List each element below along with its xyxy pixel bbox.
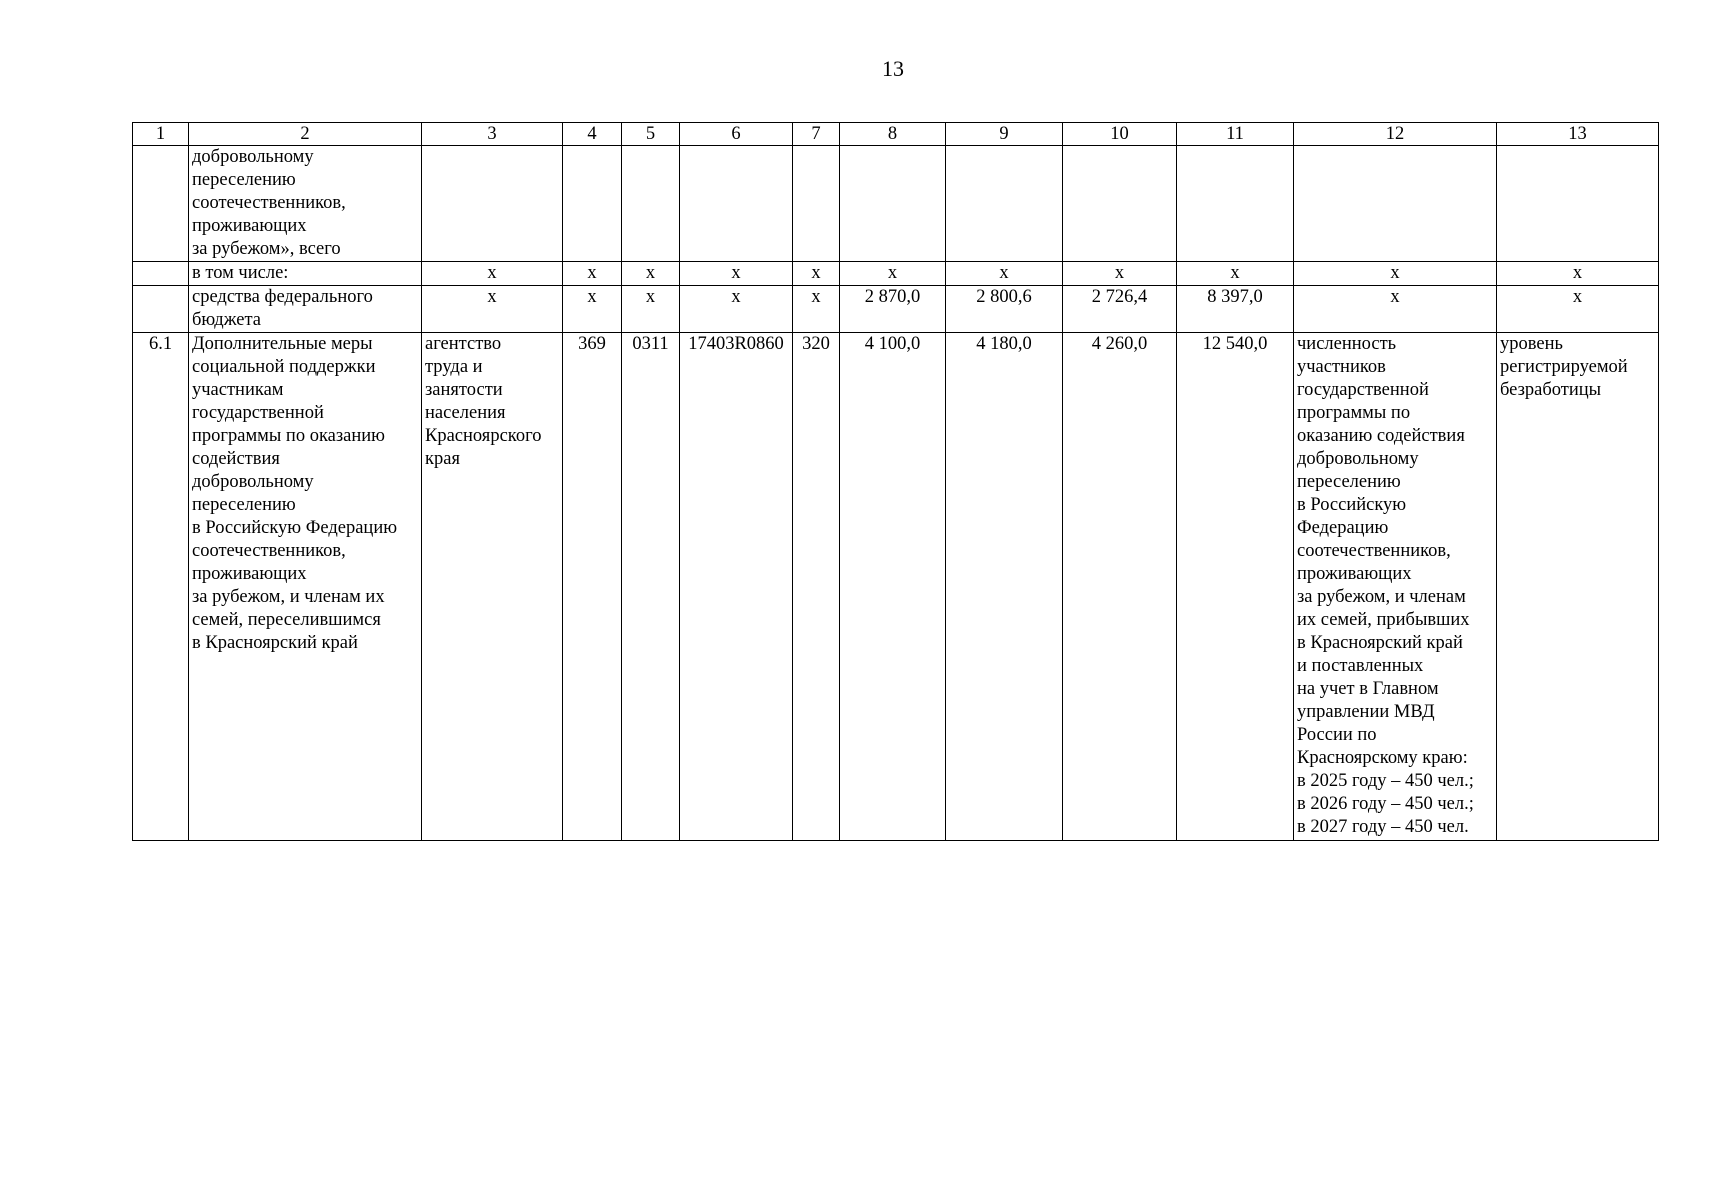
cell-year-2: 4 180,0 bbox=[946, 333, 1063, 841]
column-header: 10 bbox=[1063, 123, 1177, 146]
cell-name: в том числе: bbox=[189, 262, 422, 286]
cell-year-3: х bbox=[1063, 262, 1177, 286]
page-number: 13 bbox=[882, 56, 904, 81]
cell-csr: 17403R0860 bbox=[680, 333, 793, 841]
cell-year-1: 2 870,0 bbox=[840, 286, 946, 333]
cell-total: 12 540,0 bbox=[1177, 333, 1294, 841]
cell-number: 6.1 bbox=[133, 333, 189, 841]
cell-executor: х bbox=[422, 286, 563, 333]
cell-grbs bbox=[563, 146, 622, 262]
cell-name: добровольному переселению соотечественников, проживающих за рубежом», всего bbox=[189, 146, 422, 262]
table-row bbox=[133, 333, 1659, 841]
table-row bbox=[133, 286, 1659, 333]
column-header: 2 bbox=[189, 123, 422, 146]
column-header: 7 bbox=[793, 123, 840, 146]
column-header: 13 bbox=[1497, 123, 1659, 146]
cell-year-1: 4 100,0 bbox=[840, 333, 946, 841]
cell-total: 8 397,0 bbox=[1177, 286, 1294, 333]
program-table bbox=[132, 122, 1659, 841]
cell-year-2: х bbox=[946, 262, 1063, 286]
column-header: 1 bbox=[133, 123, 189, 146]
cell-csr bbox=[680, 146, 793, 262]
cell-csr: х bbox=[680, 262, 793, 286]
column-header: 8 bbox=[840, 123, 946, 146]
cell-indicator bbox=[1497, 146, 1659, 262]
cell-executor: агентство труда и занятости населения Красноярского края bbox=[422, 333, 563, 841]
cell-result: х bbox=[1294, 262, 1497, 286]
cell-indicator: уровень регистрируемой безработицы bbox=[1497, 333, 1659, 841]
table-row bbox=[133, 146, 1659, 262]
cell-indicator: х bbox=[1497, 286, 1659, 333]
cell-name: Дополнительные меры социальной поддержки участникам государственной программы по оказанию содействия добровольному переселению в Российскую Федерацию соотечественников, проживающих за рубежом, и членам их семей, переселившимся в Красноярский край bbox=[189, 333, 422, 841]
column-header: 11 bbox=[1177, 123, 1294, 146]
cell-executor: х bbox=[422, 262, 563, 286]
cell-year-1 bbox=[840, 146, 946, 262]
cell-grbs: 369 bbox=[563, 333, 622, 841]
cell-result bbox=[1294, 146, 1497, 262]
cell-rzpr: 0311 bbox=[622, 333, 680, 841]
cell-rzpr: х bbox=[622, 262, 680, 286]
column-header: 3 bbox=[422, 123, 563, 146]
column-header: 6 bbox=[680, 123, 793, 146]
cell-result: х bbox=[1294, 286, 1497, 333]
column-header: 4 bbox=[563, 123, 622, 146]
cell-vr: 320 bbox=[793, 333, 840, 841]
cell-year-3: 2 726,4 bbox=[1063, 286, 1177, 333]
cell-year-3 bbox=[1063, 146, 1177, 262]
cell-year-1: х bbox=[840, 262, 946, 286]
cell-total bbox=[1177, 146, 1294, 262]
column-header: 5 bbox=[622, 123, 680, 146]
cell-executor bbox=[422, 146, 563, 262]
cell-vr: х bbox=[793, 262, 840, 286]
column-header: 9 bbox=[946, 123, 1063, 146]
cell-vr: х bbox=[793, 286, 840, 333]
cell-name: средства федерального бюджета bbox=[189, 286, 422, 333]
column-header: 12 bbox=[1294, 123, 1497, 146]
cell-year-3: 4 260,0 bbox=[1063, 333, 1177, 841]
cell-vr bbox=[793, 146, 840, 262]
cell-rzpr: х bbox=[622, 286, 680, 333]
table-row bbox=[133, 262, 1659, 286]
cell-total: х bbox=[1177, 262, 1294, 286]
cell-indicator: х bbox=[1497, 262, 1659, 286]
cell-grbs: х bbox=[563, 286, 622, 333]
cell-grbs: х bbox=[563, 262, 622, 286]
cell-result: численность участников государственной программы по оказанию содействия добровольному переселению в Российскую Федерацию соотечественников, проживающих за рубежом, и членам их семей, прибывших в Красноярский край и поставленных на учет в Главном управлении МВД России по Красноярскому краю: в 2025 году – 450 чел.; в 2026 году – 450 чел.; в 2027 году – 450 чел. bbox=[1294, 333, 1497, 841]
cell-year-2: 2 800,6 bbox=[946, 286, 1063, 333]
cell-csr: х bbox=[680, 286, 793, 333]
cell-rzpr bbox=[622, 146, 680, 262]
cell-number bbox=[133, 262, 189, 286]
cell-number bbox=[133, 286, 189, 333]
column-number-row bbox=[133, 123, 1659, 146]
cell-number bbox=[133, 146, 189, 262]
cell-year-2 bbox=[946, 146, 1063, 262]
